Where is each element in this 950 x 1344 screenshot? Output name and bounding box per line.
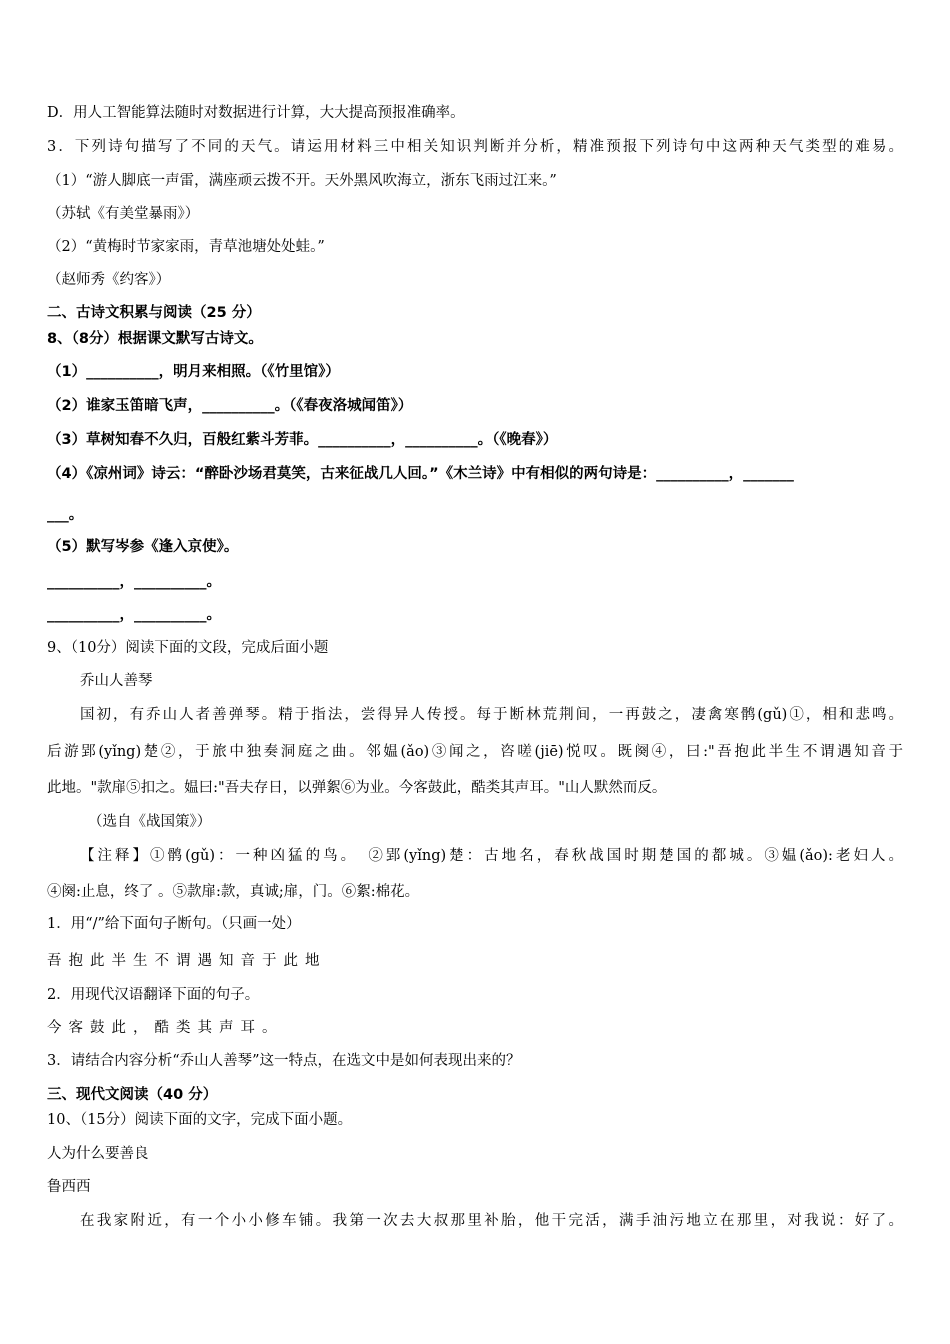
- section-2-heading: 二、古诗文积累与阅读（25 分）: [47, 305, 261, 321]
- passage-title: 乔山人善琴: [80, 673, 153, 689]
- sub-question-1: 1．用“/”给下面句子断句。（只画一处）: [47, 916, 301, 932]
- article-paragraph-1: 在我家附近，有一个小小修车铺。我第一次去大叔那里补胎，他干完活，满手油污地立在那里，对我说：好了。: [80, 1213, 903, 1229]
- question-9: 9、（10分）阅读下面的文段，完成后面小题: [47, 640, 329, 656]
- article-author: 鲁西西: [47, 1179, 91, 1195]
- question-10: 10、（15分）阅读下面的文字，完成下面小题。: [47, 1112, 353, 1128]
- question-8: 8、（8分）根据课文默写古诗文。: [47, 331, 263, 347]
- section-3-heading: 三、现代文阅读（40 分）: [47, 1087, 218, 1103]
- sub-question-2: 2．用现代汉语翻译下面的句子。: [47, 987, 260, 1003]
- article-title: 人为什么要善良: [47, 1146, 149, 1162]
- sentence-to-punctuate: 吾抱此半生不谓遇知音于此地: [47, 953, 327, 969]
- answer-blank-1: __________，__________。: [47, 574, 221, 590]
- passage-line-2: 后游郢(yǐng)楚②，于旅中独奏洞庭之曲。邻媪(ǎo)③闻之，咨嗟(jiē)悦叹。既阕④，曰:"吾抱此半生不谓遇知音于: [47, 744, 903, 760]
- answer-blank-2: __________，__________。: [47, 607, 221, 623]
- question-8-4-cont: ___。: [47, 507, 84, 523]
- question-8-1: （1）__________，明月来相照。（《竹里馆》）: [47, 364, 340, 380]
- question-8-5: （5）默写岑参《逢入京使》。: [47, 539, 239, 555]
- passage-source: （选自《战国策》）: [88, 814, 212, 830]
- question-8-3: （3）草树知春不久归，百般红紫斗芳菲。__________，__________。（《晚春》）: [47, 432, 558, 448]
- poem-1-source: （苏轼《有美堂暴雨》）: [47, 206, 200, 222]
- sentence-to-translate: 今客鼓此，酷类其声耳。: [47, 1020, 284, 1036]
- question-8-4: （4）《凉州词》诗云：“醉卧沙场君莫笑，古来征战几人回。”《木兰诗》中有相似的两句诗是：__________，_______: [47, 466, 794, 482]
- option-d: D．用人工智能算法随时对数据进行计算，大大提高预报准确率。: [47, 105, 465, 121]
- notes-line-2: ④阕:止息，终了 。⑤款扉:款，真诚;扉，门。⑥絮:棉花。: [47, 884, 420, 900]
- poem-2-source: （赵师秀《约客》）: [47, 272, 171, 288]
- notes-line-1: 【注释】①鹘(gǔ)：一种凶猛的鸟。 ②郢(yǐng)楚：古地名，春秋战国时期楚国的都城。③媪(ǎo):老妇人。: [80, 848, 903, 864]
- sub-question-3: 3．请结合内容分析“乔山人善琴”这一特点，在选文中是如何表现出来的？: [47, 1053, 521, 1069]
- question-3: 3．下列诗句描写了不同的天气。请运用材料三中相关知识判断并分析，精准预报下列诗句中这两种天气类型的难易。: [47, 139, 903, 155]
- poem-2: （2）“黄梅时节家家雨，青草池塘处处蛙。”: [47, 239, 325, 255]
- passage-line-3: 此地。"款扉⑤扣之。媪曰:"吾夫存日，以弹絮⑥为业。今客鼓此，酷类其声耳。"山人默然而反。: [47, 780, 667, 796]
- passage-line-1: 国初，有乔山人者善弹琴。精于指法，尝得异人传授。每于断林荒荆间，一再鼓之，凄禽寒鹘(gǔ)①，相和悲鸣。: [80, 707, 903, 723]
- question-8-2: （2）谁家玉笛暗飞声，__________。（《春夜洛城闻笛》）: [47, 398, 413, 414]
- poem-1: （1）“游人脚底一声雷，满座顽云拨不开。天外黑风吹海立，浙东飞雨过江来。”: [47, 173, 557, 189]
